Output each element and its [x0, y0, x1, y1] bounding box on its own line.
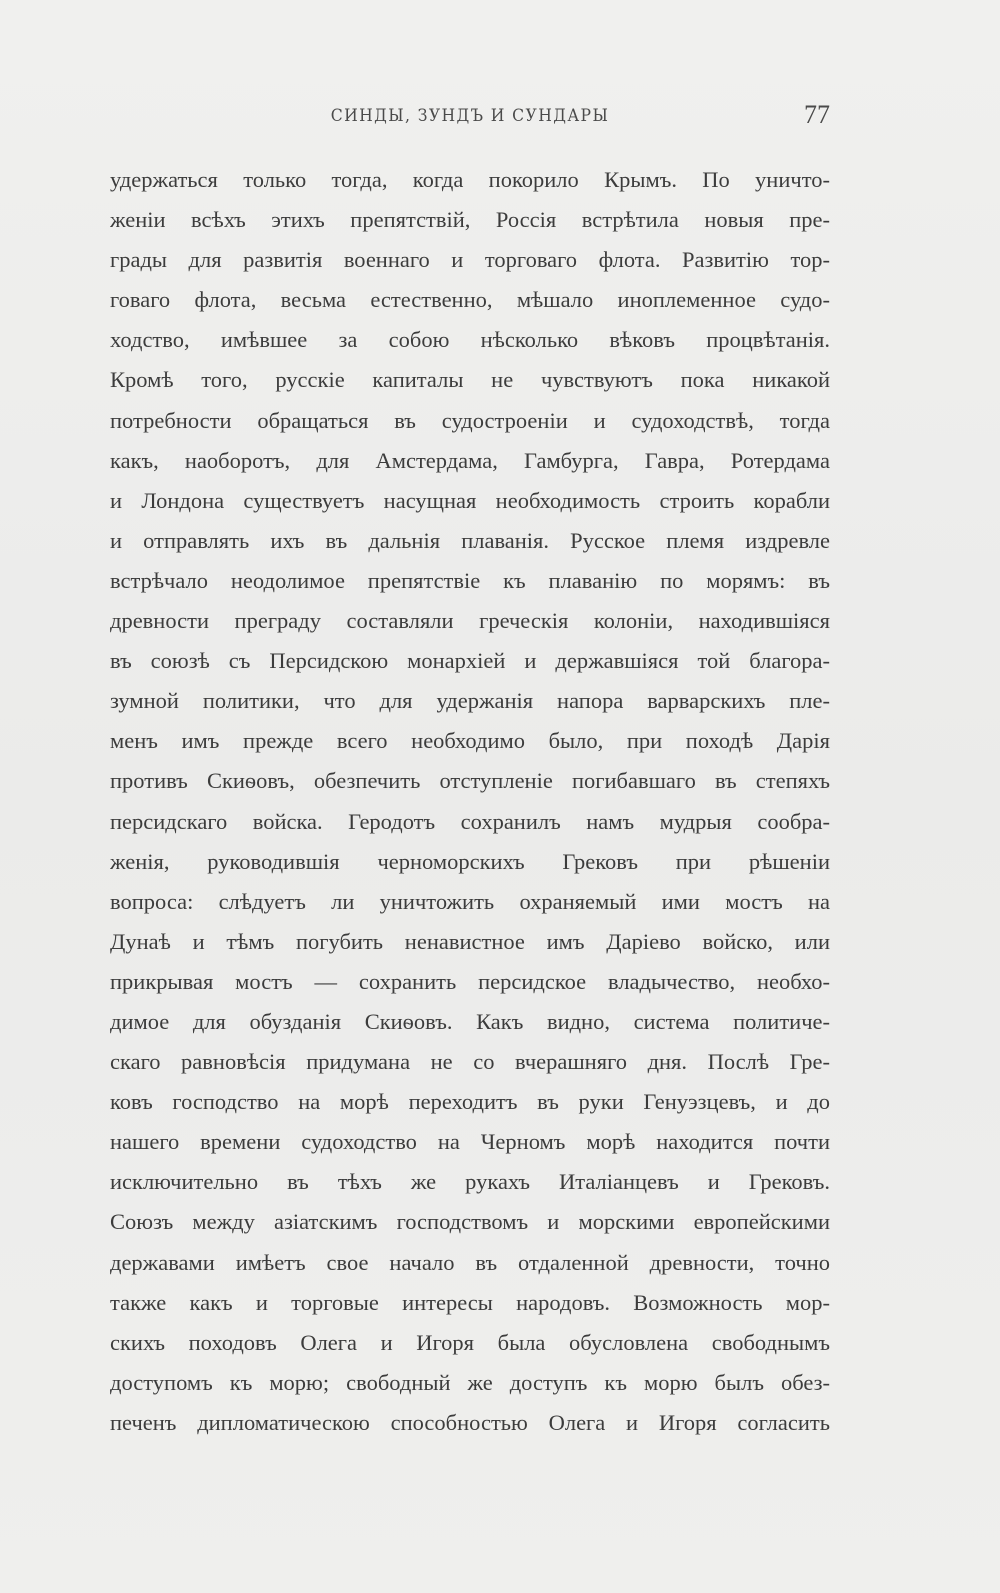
text-line: зумной политики, что для удержанія напора варварскихъ пле-: [110, 688, 830, 714]
text-line: державами имѣетъ свое начало въ отдаленной древности, точно: [110, 1249, 830, 1275]
text-line: удержаться только тогда, когда покорило Крымъ. По уничто-: [110, 167, 830, 192]
body-text: [110, 160, 830, 1443]
text-line: и отправлять ихъ въ дальнія плаванія. Русское племя издревле: [110, 527, 830, 553]
text-line: древности преграду составляли греческія колоніи, находившіяся: [110, 608, 830, 634]
text-line: скаго равновѣсія придумана не со вчерашняго дня. Послѣ Гре-: [110, 1049, 830, 1075]
text-line: женіи всѣхъ этихъ препятствій, Россія встрѣтила новыя пре-: [110, 207, 830, 233]
text-line: женія, руководившія черноморскихъ Грековъ при рѣшеніи: [110, 848, 830, 874]
text-line: также какъ и торговые интересы народовъ. Возможность мор-: [110, 1289, 830, 1315]
text-line: говаго флота, весьма естественно, мѣшало иноплеменное судо-: [110, 287, 830, 313]
running-title: СИНДЫ, ЗУНДЪ И СУНДАРЫ: [330, 106, 610, 126]
text-line: грады для развитія военнаго и торговаго флота. Развитію тор-: [110, 247, 830, 273]
text-line: ковъ господство на морѣ переходитъ въ руки Генуэзцевъ, и до: [110, 1089, 830, 1115]
text-line: ходство, имѣвшее за собою нѣсколько вѣковъ процвѣтанія.: [110, 327, 830, 353]
text-line: персидскаго войска. Геродотъ сохранилъ намъ мудрыя сообра-: [110, 808, 830, 834]
page-number: 77: [804, 100, 830, 129]
text-line: прикрывая мостъ — сохранить персидское владычество, необхо-: [110, 968, 830, 994]
text-line: нашего времени судоходство на Черномъ морѣ находится почти: [110, 1129, 830, 1155]
text-line: Кромѣ того, русскіе капиталы не чувствуютъ пока никакой: [110, 367, 830, 393]
text-line: исключительно въ тѣхъ же рукахъ Италіанцевъ и Грековъ.: [110, 1169, 830, 1195]
running-head: [110, 100, 830, 136]
text-line: Дунаѣ и тѣмъ погубить ненавистное имъ Даріево войско, или: [110, 928, 830, 954]
text-line: димое для обузданія Скиѳовъ. Какъ видно, система политиче-: [110, 1008, 830, 1034]
text-line: вопроса: слѣдуетъ ли уничтожить охраняемый ими мостъ на: [110, 888, 830, 914]
text-line: доступомъ къ морю; свободный же доступъ къ морю былъ обез-: [110, 1369, 830, 1395]
text-line: и Лондона существуетъ насущная необходимость строить корабли: [110, 487, 830, 513]
text-line: какъ, наоборотъ, для Амстердама, Гамбурга, Гавра, Ротердама: [110, 447, 830, 473]
text-line: встрѣчало неодолимое препятствіе къ плаванію по морямъ: въ: [110, 567, 830, 593]
text-line: потребности обращаться въ судостроеніи и судоходствѣ, тогда: [110, 407, 830, 433]
text-line: печенъ дипломатическою способностью Олега и Игоря согласить: [110, 1409, 830, 1435]
text-line: менъ имъ прежде всего необходимо было, при походѣ Дарія: [110, 728, 830, 754]
text-line: скихъ походовъ Олега и Игоря была обусловлена свободнымъ: [110, 1329, 830, 1355]
text-line: противъ Скиѳовъ, обезпечить отступленіе погибавшаго въ степяхъ: [110, 768, 830, 794]
text-line: въ союзѣ съ Персидскою монархіей и державшіяся той благора-: [110, 648, 830, 674]
text-line: Союзъ между азіатскимъ господствомъ и морскими европейскими: [110, 1209, 830, 1235]
